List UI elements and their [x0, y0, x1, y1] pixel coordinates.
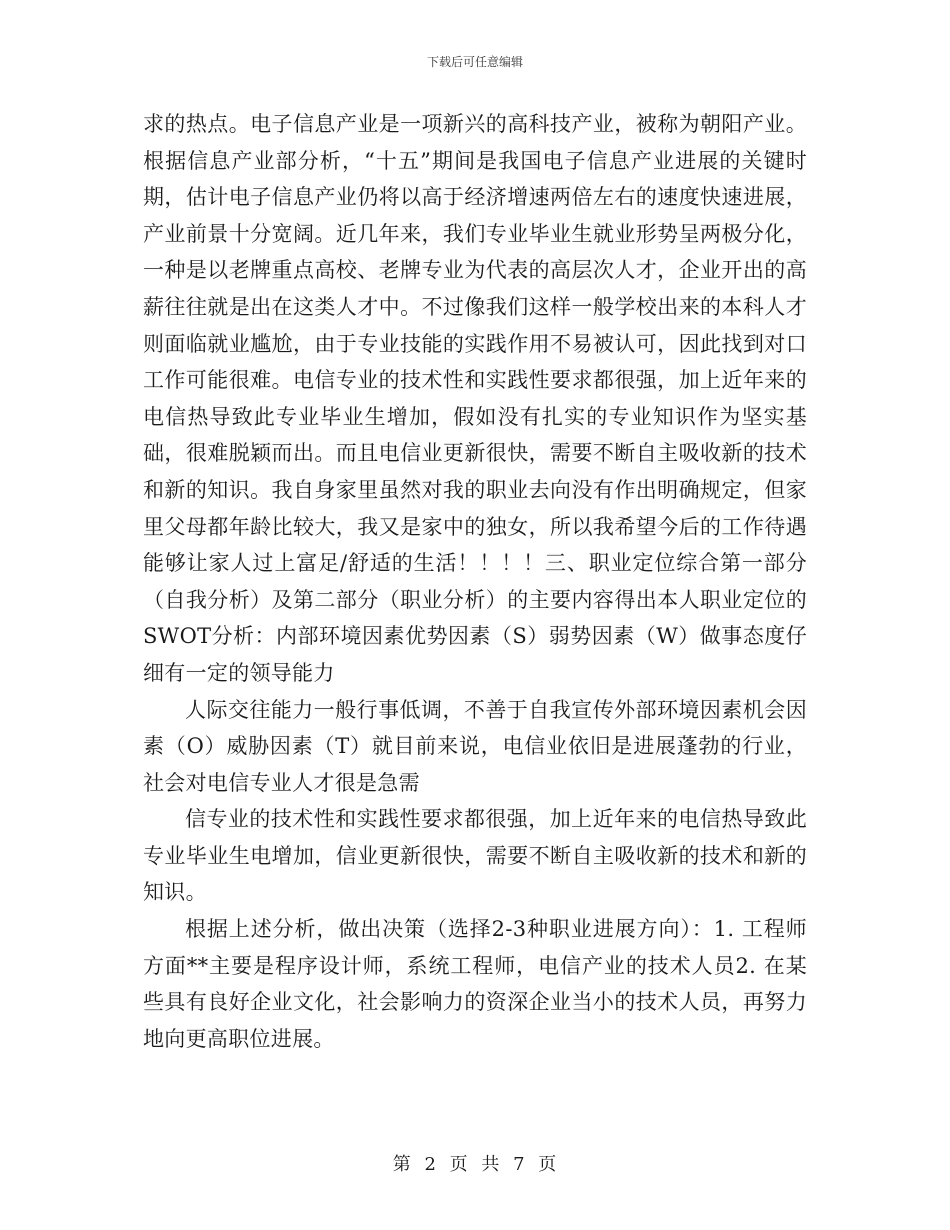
page-number-footer: 第 2 页 共 7 页: [392, 1154, 558, 1175]
paragraph-2: 人际交往能力一般行事低调，不善于自我宣传外部环境因素机会因素（O）威胁因素（T）就目前来说，电信业依旧是进展蓬勃的行业，社会对电信专业人才很是急需: [143, 697, 807, 795]
paragraph-3: 信专业的技术性和实践性要求都很强，加上近年来的电信热导致此专业毕业生电增加，信业更新很快，需要不断自主吸收新的技术和新的知识。: [143, 807, 807, 905]
document-body: [143, 106, 807, 1057]
page-header: 下载后可任意编辑: [426, 55, 523, 69]
paragraph-1: 求的热点。电子信息产业是一项新兴的高科技产业，被称为朝阳产业。根据信息产业部分析，“十五”期间是我国电子信息产业进展的关键时期，估计电子信息产业仍将以高于经济增速两倍左右的速度快速进展，产业前景十分宽阔。近几年来，我们专业毕业生就业形势呈两极分化，一种是以老牌重点高校、老牌专业为代表的高层次人才，企业开出的高薪往往就是出在这类人才中。不过像我们这样一般学校出来的本科人才则面临就业尴尬，由于专业技能的实践作用不易被认可，因此找到对口工作可能很难。电信专业的技术性和实践性要求都很强，加上近年来的电信热导致此专业毕业生增加，假如没有扎实的专业知识作为坚实基础，很难脱颖而出。而且电信业更新很快，需要不断自主吸收新的技术和新的知识。我自身家里虽然对我的职业去向没有作出明确规定，但家里父母都年龄比较大，我又是家中的独女，所以我希望今后的工作待遇能够让家人过上富足/舒适的生活！！！！三、职业定位综合第一部分（自我分析）及第二部分（职业分析）的主要内容得出本人职业定位的SWOT分析：内部环境因素优势因素（S）弱势因素（W）做事态度仔细有一定的领导能力: [143, 112, 807, 685]
paragraph-4: 根据上述分析，做出决策（选择2-3种职业进展方向）：1. 工程师方面**主要是程序设计师，系统工程师，电信产业的技术人员2. 在某些具有良好企业文化，社会影响力的资深企业当小的技术人员，再努力地向更高职位进展。: [143, 917, 807, 1051]
